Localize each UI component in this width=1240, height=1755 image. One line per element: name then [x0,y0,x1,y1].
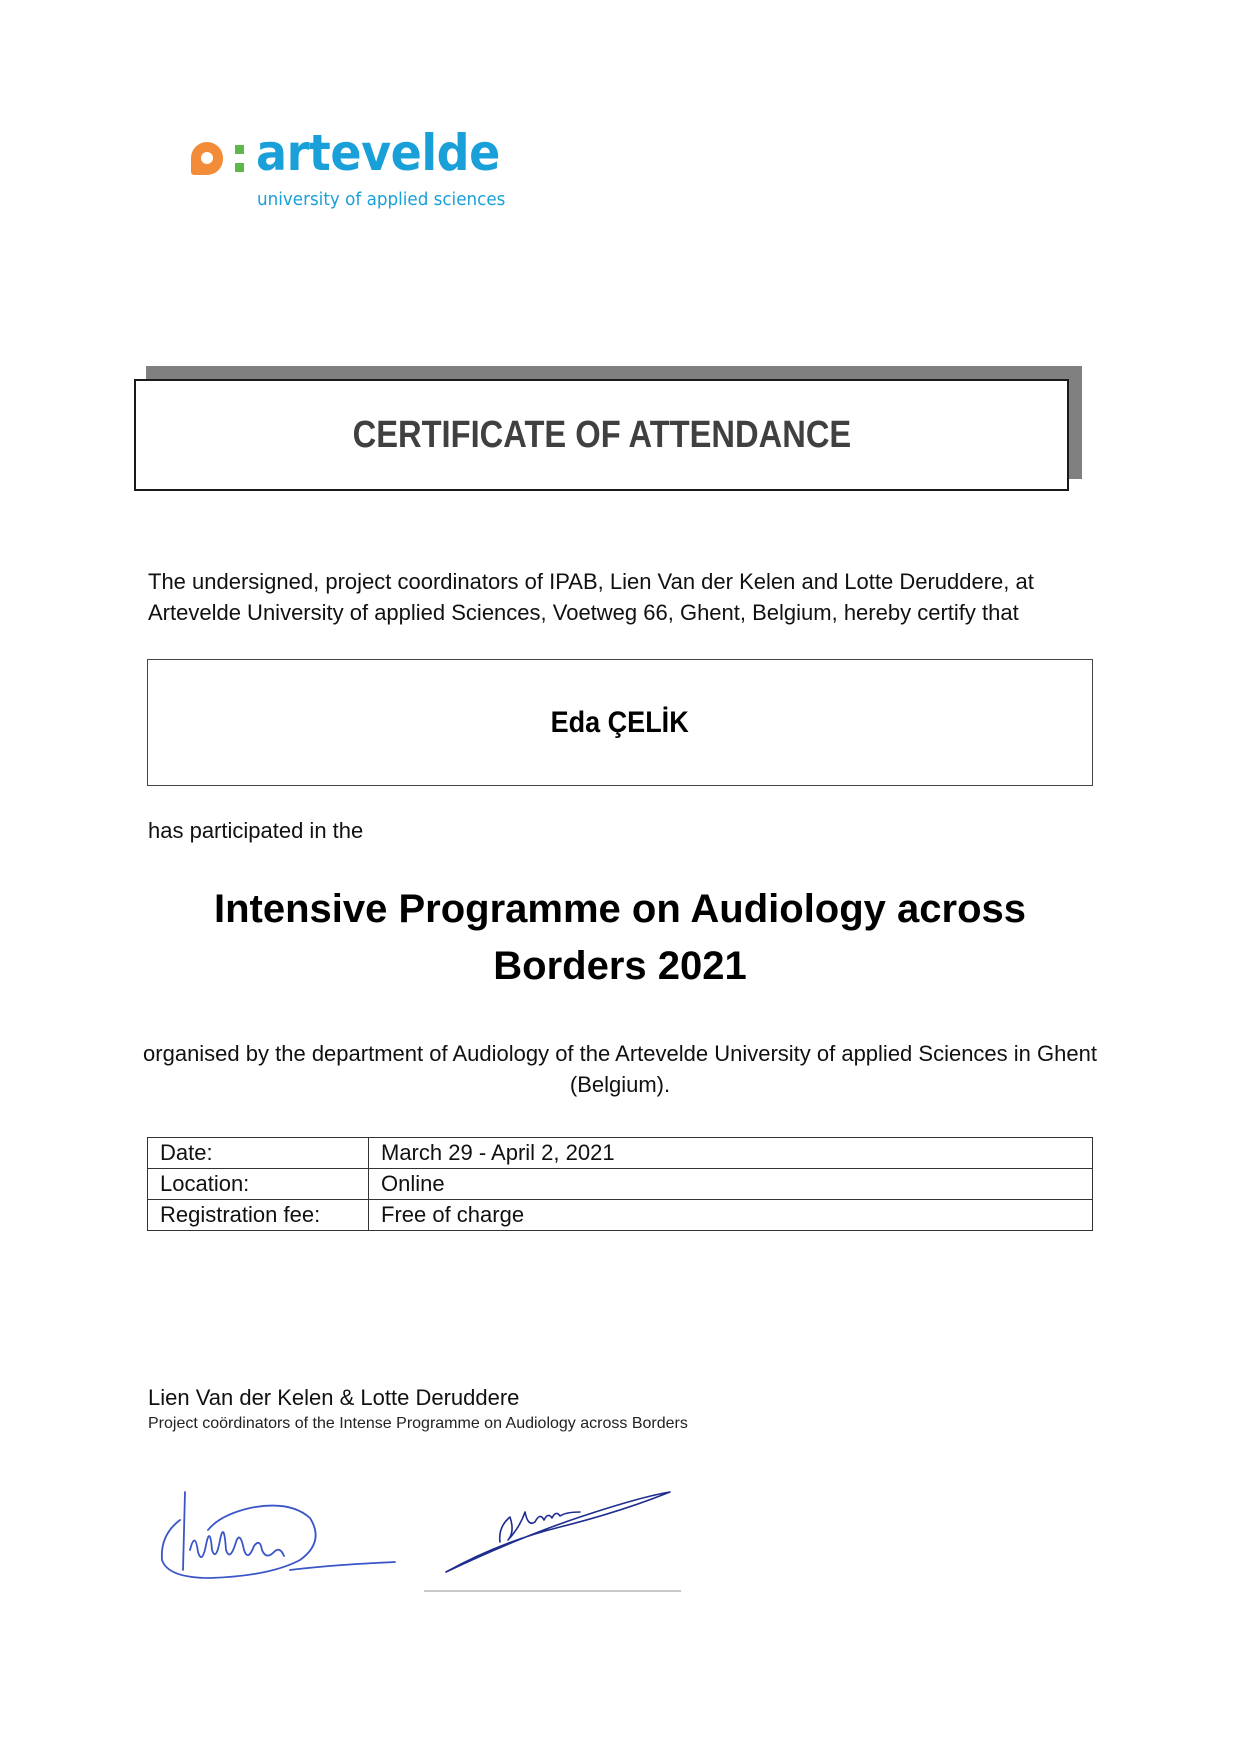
table-row [148,1169,1093,1200]
logo-tagline: university of applied sciences [257,189,506,210]
logo-colon-top-icon [235,145,244,154]
logo-a-icon [191,142,223,175]
certificate-title: CERTIFICATE OF ATTENDANCE [352,413,851,456]
signature-line [424,1590,681,1592]
organised-text: organised by the department of Audiology of the Artevelde University of applied Sciences in Ghent (Belgium). [143,1041,1097,1097]
detail-value: March 29 - April 2, 2021 [369,1138,1093,1169]
participated-text: has participated in the [148,818,364,843]
intro-paragraph: The undersigned, project coordinators of IPAB, Lien Van der Kelen and Lotte Deruddere, at Artevelde University of applied Sciences, Voetweg 66, Ghent, Belgium, hereby certify that [148,569,1034,625]
signature-deruddere [440,1482,675,1582]
logo-wordmark: artevelde [256,124,500,182]
detail-value: Free of charge [369,1200,1093,1231]
table-row [148,1200,1093,1231]
detail-label: Date: [148,1138,369,1169]
detail-value: Online [369,1169,1093,1200]
table-row [148,1138,1093,1169]
artevelde-logo [190,124,530,218]
detail-label: Location: [148,1169,369,1200]
programme-title: Intensive Programme on Audiology across Borders 2021 [213,887,1027,988]
recipient-name: Eda ÇELİK [550,705,690,739]
logo-colon-bottom-icon [235,163,244,172]
title-box [134,379,1069,491]
signers-role: Project coördinators of the Intense Programme on Audiology across Borders [148,1415,688,1432]
details-table [147,1137,1093,1231]
signers-names: Lien Van der Kelen & Lotte Deruddere [148,1385,520,1410]
detail-label: Registration fee: [148,1200,369,1231]
signature-van-der-kelen [150,1480,400,1590]
recipient-box [147,659,1093,786]
